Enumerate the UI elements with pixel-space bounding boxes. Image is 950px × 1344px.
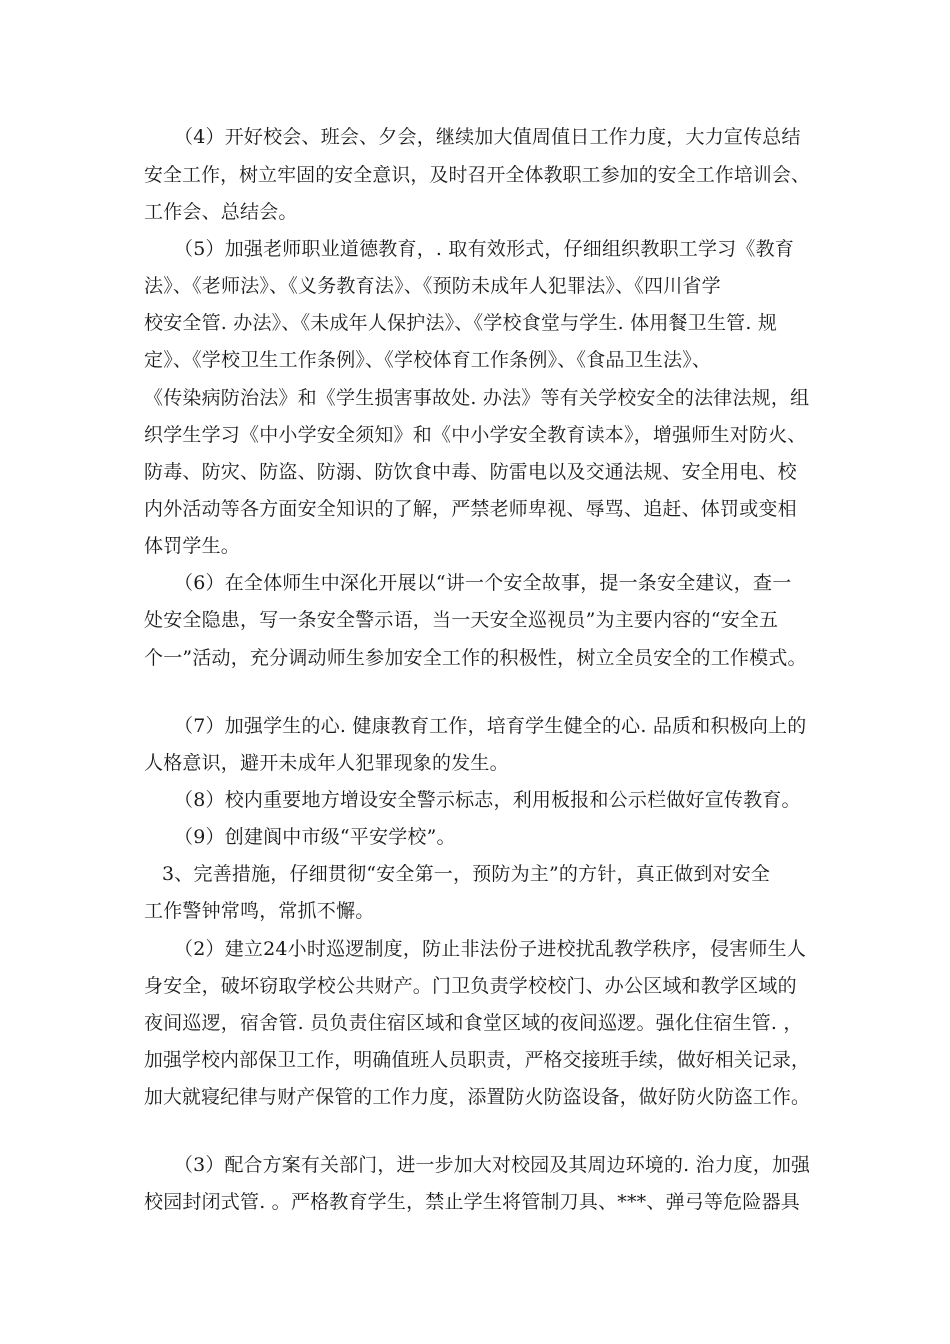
text-line: （3）配合方案有关部门，进一步加大对校园及其周边环境的. 治力度，加强 [174,1154,811,1176]
text-line: （8）校内重要地方增设安全警示标志，利用板报和公示栏做好宣传教育。 [174,789,801,811]
text-line: （4）开好校会、班会、夕会，继续加大值周值日工作力度，大力宣传总结 [174,126,801,148]
text-line: （9）创建阆中市级“平安学校”。 [174,826,456,848]
text-line: 加大就寝纪律与财产保管的工作力度，添置防火防盗设备，做好防火防盗工作。 [144,1086,811,1108]
text-line: 体罚学生。 [144,535,241,557]
text-line: （5）加强老师职业道德教育，. 取有效形式，仔细组织教职工学习《教育 [174,238,794,260]
text-line: 加强学校内部保卫工作，明确值班人员职责，严格交接班手续，做好相关记录， [144,1049,811,1071]
text-line: 防毒、防灾、防盗、防溺、防饮食中毒、防雷电以及交通法规、安全用电、校 [144,461,797,483]
text-line: 内外活动等各方面安全知识的了解，严禁老师卑视、辱骂、追赶、体罚或变相 [144,498,797,520]
text-line: 校园封闭式管. 。严格教育学生，禁止学生将管制刀具、***、弹弓等危险器具 [144,1191,800,1213]
text-line: 夜间巡逻，宿舍管. 员负责住宿区域和食堂区域的夜间巡逻。强化住宿生管. ， [144,1012,803,1034]
text-line: 《传染病防治法》和《学生损害事故处. 办法》等有关学校安全的法律法规，组 [144,387,810,409]
text-line: 工作警钟常鸣，常抓不懈。 [144,900,375,922]
text-line: 织学生学习《中小学安全须知》和《中小学安全教育读本》，增强师生对防火、 [144,424,807,446]
text-line: （7）加强学生的心. 健康教育工作，培育学生健全的心. 品质和积极向上的 [174,715,807,737]
text-line: 工作会、总结会。 [144,201,298,223]
text-line: 个一”活动，充分调动师生参加安全工作的积极性，树立全员安全的工作模式。 [144,647,807,669]
text-line: 3、完善措施，仔细贯彻“安全第一，预防为主”的方针，真正做到对安全 [162,863,771,885]
text-line: 定》、《学校卫生工作条例》、《学校体育工作条例》、《食品卫生法》、 [144,349,712,371]
text-line: 处安全隐患，写一条安全警示语，当一天安全巡视员”为主要内容的“安全五 [144,609,779,631]
text-line: （2）建立24小时巡逻制度，防止非法份子进校扰乱教学秩序，侵害师生人 [174,938,807,960]
text-line: 安全工作，树立牢固的安全意识，及时召开全体教职工参加的安全工作培训会、 [144,164,811,186]
text-line: 法》、《老师法》、《义务教育法》、《预防未成年人犯罪法》、《四川省学 [144,275,721,297]
text-line: 人格意识，避开未成年人犯罪现象的发生。 [144,752,509,774]
text-line: 校安全管. 办法》、《未成年人保护法》、《学校食堂与学生. 体用餐卫生管. 规 [144,312,778,334]
text-line: 身安全，破坏窃取学校公共财产。门卫负责学校校门、办公区域和教学区域的 [144,975,797,997]
text-line: （6）在全体师生中深化开展以“讲一个安全故事，提一条安全建议，查一 [174,572,792,594]
